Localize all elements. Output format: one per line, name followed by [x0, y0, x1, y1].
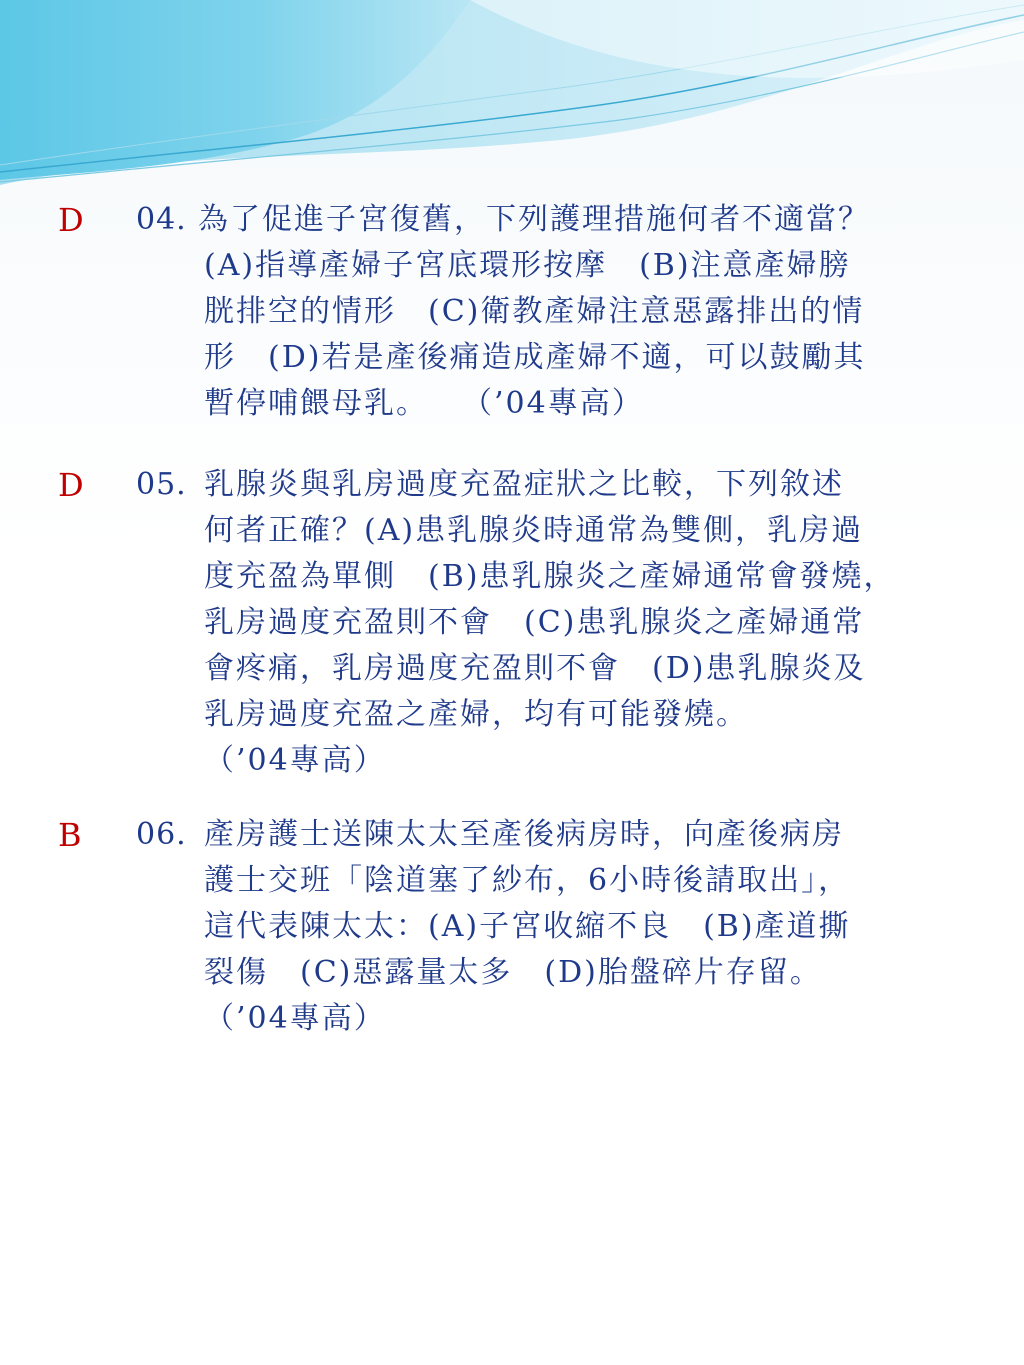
question-line: 胱排空的情形 (C)衛教產婦注意惡露排出的情	[204, 294, 865, 329]
question-text	[204, 462, 1014, 784]
question-line: 度充盈為單側 (B)患乳腺炎之產婦通常會發燒，	[204, 559, 896, 594]
question-line: 會疼痛，乳房過度充盈則不會 (D)患乳腺炎及	[204, 651, 866, 686]
answer-key: D	[58, 466, 84, 504]
question-line: 裂傷 (C)惡露量太多 (D)胎盤碎片存留。	[204, 955, 822, 990]
question-line: (A)指導產婦子宮底環形按摩 (B)注意產婦膀	[204, 248, 851, 283]
question-line: 乳房過度充盈則不會 (C)患乳腺炎之產婦通常	[204, 605, 865, 640]
question-line: 這代表陳太太：(A)子宮收縮不良 (B)產道撕	[204, 909, 851, 944]
question-line: 乳房過度充盈之產婦，均有可能發燒。	[204, 697, 748, 732]
question-line: （’04專高）	[204, 743, 386, 778]
answer-key: B	[58, 816, 82, 854]
question-line: 形 (D)若是產後痛造成產婦不適，可以鼓勵其	[204, 340, 866, 375]
question-line: 何者正確？(A)患乳腺炎時通常為雙側，乳房過	[204, 513, 864, 548]
question-line: 為了促進子宮復舊，下列護理措施何者不適當？	[198, 202, 870, 237]
question-line: 暫停哺餵母乳。 （’04專高）	[204, 386, 644, 421]
question-text	[198, 197, 1014, 427]
question-line: 護士交班「陰道塞了紗布，6小時後請取出」，	[204, 863, 851, 898]
question-line: （’04專高）	[204, 1001, 386, 1036]
answer-key: D	[58, 201, 84, 239]
question-number: 05.	[136, 467, 187, 502]
question-number: 06.	[136, 817, 187, 852]
question-line: 乳腺炎與乳房過度充盈症狀之比較，下列敘述	[204, 467, 844, 502]
question-number: 04.	[136, 202, 187, 237]
question-line: 產房護士送陳太太至產後病房時，向產後病房	[204, 817, 844, 852]
question-text	[204, 812, 1014, 1042]
